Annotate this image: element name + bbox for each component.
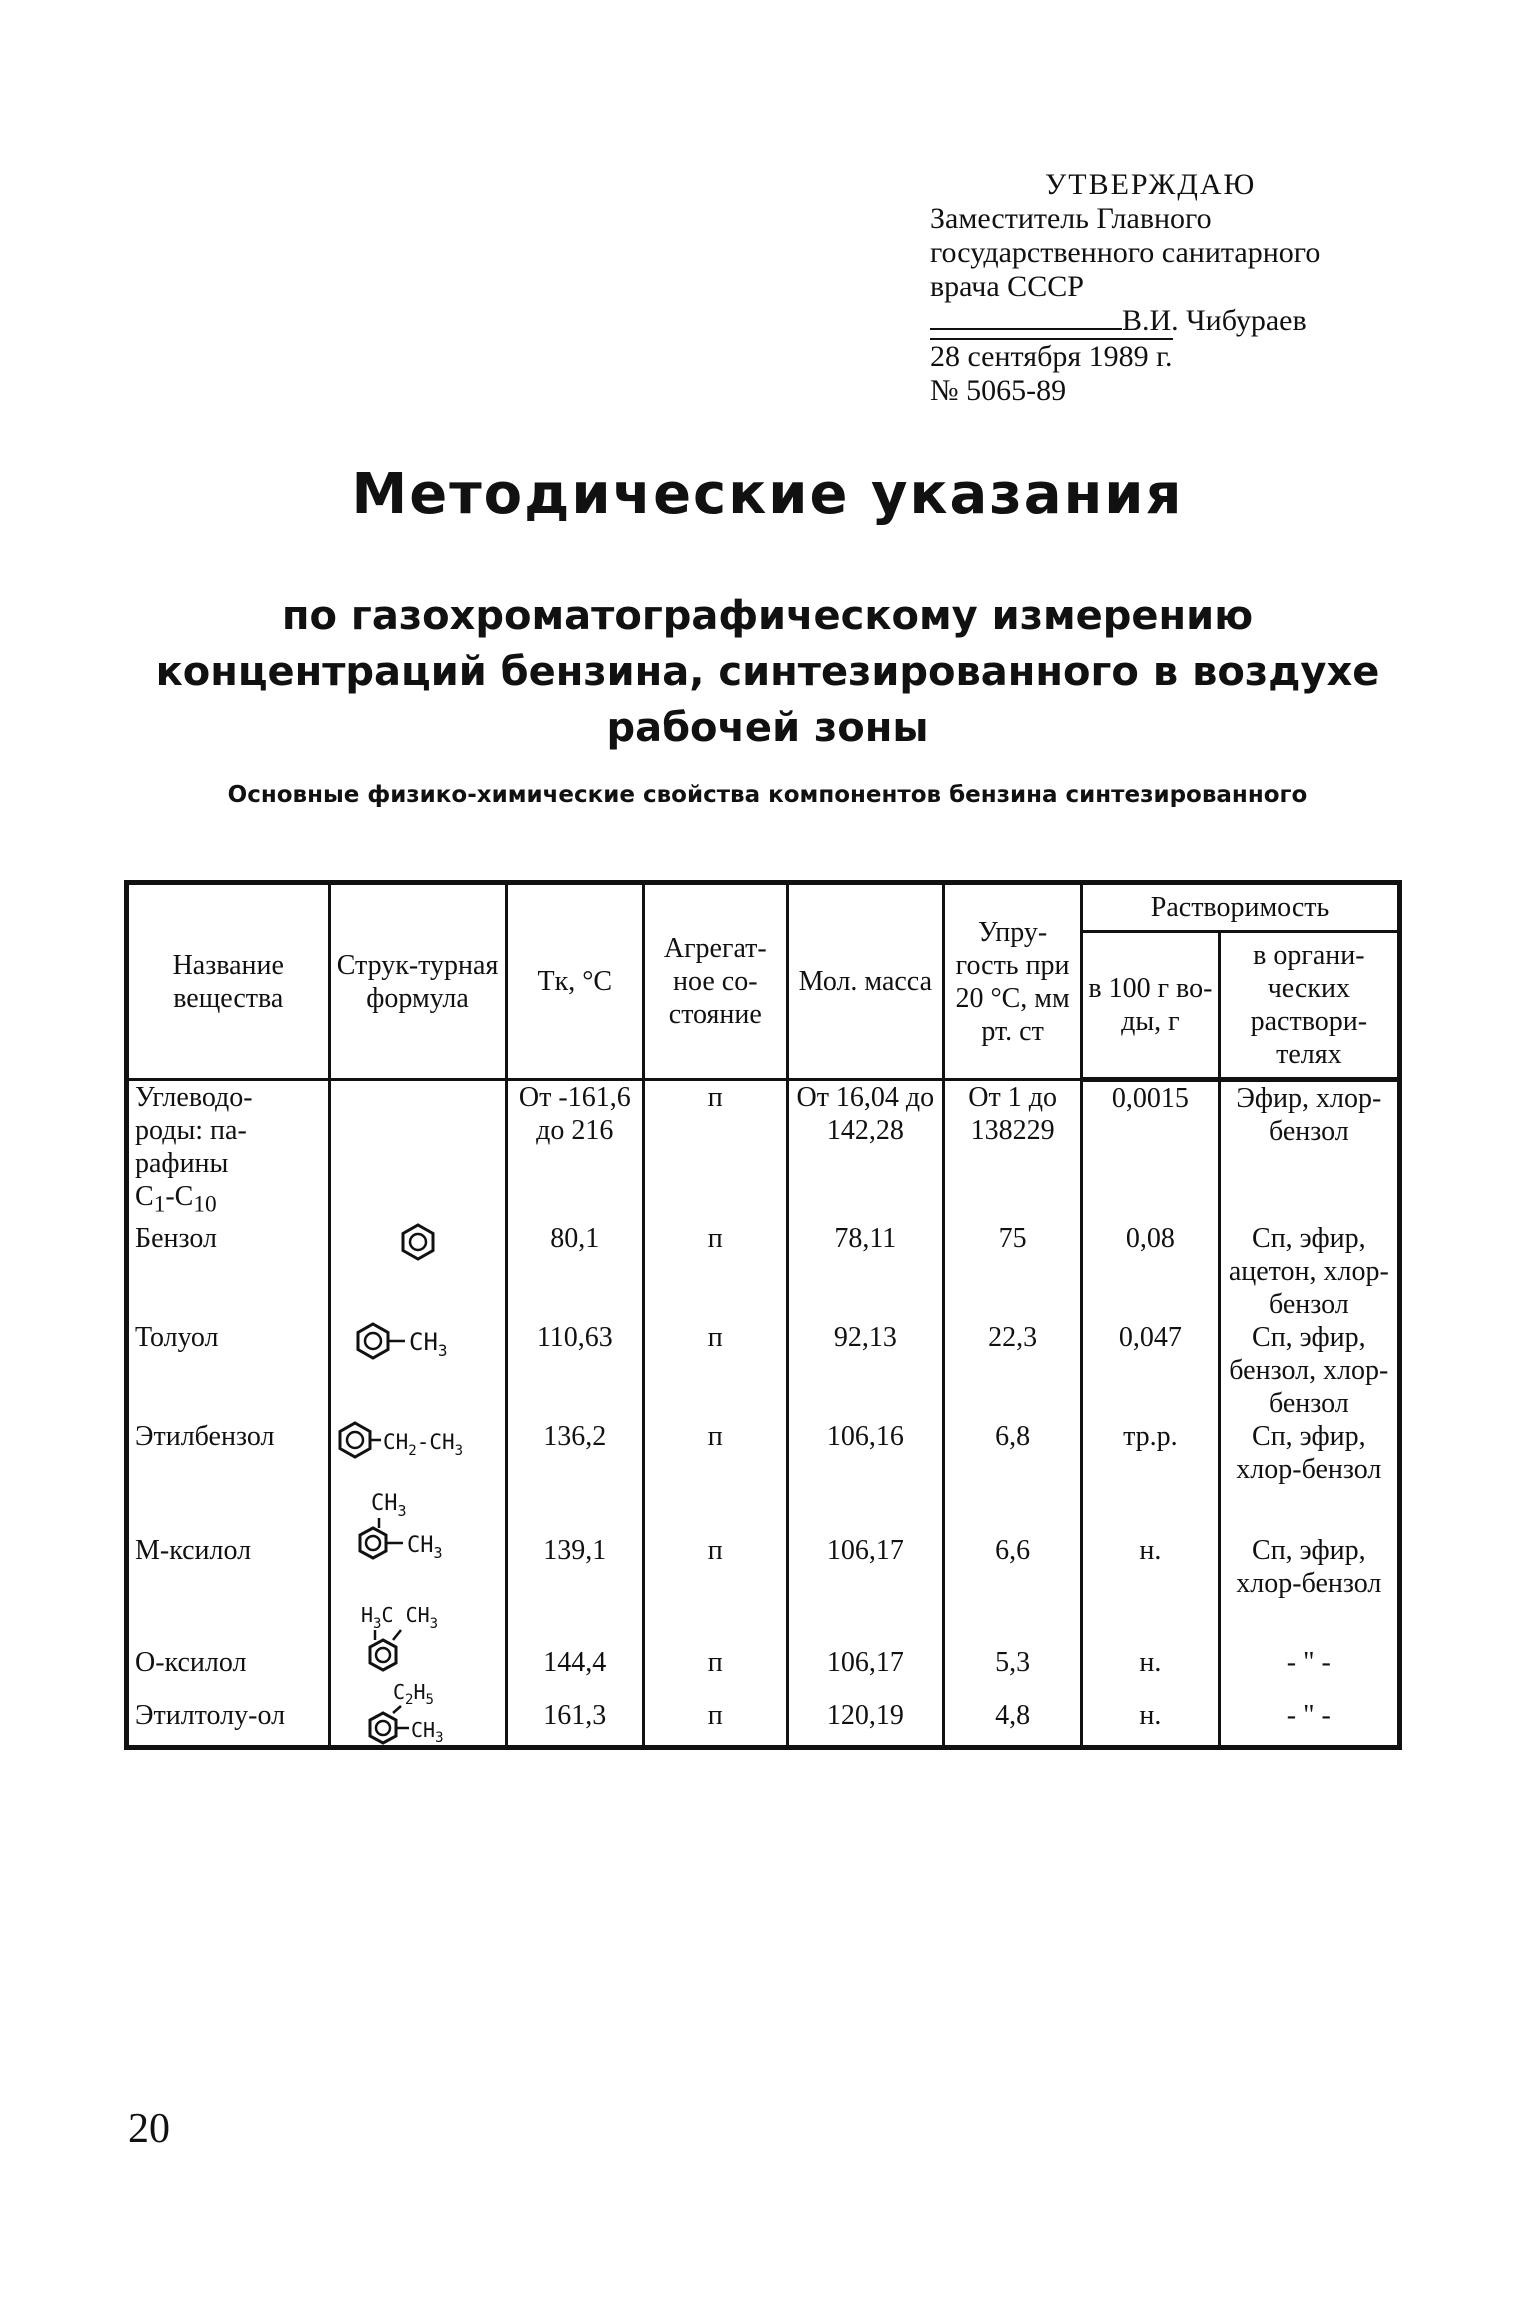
table-header-row-1 [127, 883, 1400, 932]
svg-text:CH2-CH3: $CH_2-CH_3$ [382, 1429, 463, 1459]
header-molar-mass: Мол. масса [787, 883, 944, 1080]
cell-tk: 139,1 [506, 1486, 644, 1600]
cell-mol: От 16,04 до 142,28 [787, 1080, 944, 1222]
m-xylene-formula-icon [353, 1486, 483, 1566]
cell-organic: Сп, эфир, хлор-бензол [1219, 1486, 1399, 1600]
benzene-ring-icon [398, 1222, 438, 1262]
table-row [127, 1486, 1400, 1600]
header-organic-solubility: в органи-ческих раствори-телях [1219, 932, 1399, 1080]
cell-formula [329, 1080, 506, 1222]
cell-pressure: 75 [944, 1222, 1082, 1321]
table-row [127, 1321, 1400, 1420]
cell-name: О-ксилол [127, 1600, 330, 1679]
cell-water: 0,047 [1082, 1321, 1220, 1420]
cell-organic: Сп, эфир, хлор-бензол [1219, 1420, 1399, 1486]
o-xylene-formula-icon [353, 1600, 483, 1678]
approval-signature-line [930, 304, 1430, 338]
cell-formula [329, 1222, 506, 1321]
document-title: Методические указания [351, 462, 1184, 527]
cell-name: Этилтолу-ол [127, 1679, 330, 1748]
cell-pressure: 22,3 [944, 1321, 1082, 1420]
table-row [127, 1080, 1400, 1222]
table-row [127, 1222, 1400, 1321]
cell-formula [329, 1486, 506, 1600]
cell-mol: 106,16 [787, 1420, 944, 1486]
cell-organic: Сп, эфир, бензол, хлор-бензол [1219, 1321, 1399, 1420]
cell-tk: 144,4 [506, 1600, 644, 1679]
cell-water: 0,08 [1082, 1222, 1220, 1321]
cell-state: п [644, 1679, 787, 1748]
cell-pressure: 6,6 [944, 1486, 1082, 1600]
approval-position-line1: Заместитель Главного [930, 202, 1212, 235]
approval-position-line2: государственного санитарного [930, 236, 1321, 269]
cell-pressure: 6,8 [944, 1420, 1082, 1486]
page-number: 20 [128, 2106, 170, 2152]
cell-state: п [644, 1600, 787, 1679]
approval-signer: В.И. Чибураев [1122, 304, 1307, 337]
cell-organic: Сп, эфир, ацетон, хлор-бензол [1219, 1222, 1399, 1321]
cell-state: п [644, 1420, 787, 1486]
signature-blank [930, 308, 1122, 330]
cell-mol: 92,13 [787, 1321, 944, 1420]
svg-text:CH3: $CH_3$ [408, 1327, 448, 1360]
approval-block [930, 168, 1430, 408]
cell-water: н. [1082, 1679, 1220, 1748]
header-name: Название вещества [127, 883, 330, 1080]
header-boiling-point: Tк, °С [506, 883, 644, 1080]
cell-mol: 120,19 [787, 1679, 944, 1748]
cell-organic: - " - [1219, 1679, 1399, 1748]
cell-state: п [644, 1486, 787, 1600]
header-vapor-pressure: Упру-гость при 20 °С, мм рт. ст [944, 883, 1082, 1080]
cell-water: тр.р. [1082, 1420, 1220, 1486]
cell-pressure: 5,3 [944, 1600, 1082, 1679]
svg-text:CH3: $CH_3$ [370, 1490, 407, 1520]
ethylbenzene-formula-icon [337, 1420, 499, 1460]
svg-text:C2H5: $C_2H_5$ [392, 1679, 434, 1708]
cell-tk: 136,2 [506, 1420, 644, 1486]
cell-water: н. [1082, 1486, 1220, 1600]
cell-name [127, 1080, 330, 1222]
cell-water: 0,0015 [1082, 1080, 1220, 1222]
document-subtitle: по газохроматографическому измерению концентраций бензина, синтезированного в воздухе рабочей зоны [155, 593, 1380, 751]
cell-state: п [644, 1222, 787, 1321]
header-solubility: Растворимость [1082, 883, 1400, 932]
cell-tk: 80,1 [506, 1222, 644, 1321]
cell-state: п [644, 1321, 787, 1420]
cell-name: Бензол [127, 1222, 330, 1321]
svg-text:CH3: $CH_3$ [406, 1532, 443, 1562]
approval-heading: УТВЕРЖДАЮ [1045, 168, 1257, 201]
cell-organic: - " - [1219, 1600, 1399, 1679]
cell-mol: 106,17 [787, 1600, 944, 1679]
table-row [127, 1679, 1400, 1748]
cell-water: н. [1082, 1600, 1220, 1679]
cell-name: Толуол [127, 1321, 330, 1420]
approval-date: 28 сентября 1989 г. [930, 340, 1173, 373]
table-caption [0, 780, 1535, 810]
cell-formula [329, 1321, 506, 1420]
table-row [127, 1600, 1400, 1679]
cell-name: М-ксилол [127, 1486, 330, 1600]
cell-name: Этилбензол [127, 1420, 330, 1486]
cell-mol: 106,17 [787, 1486, 944, 1600]
cell-tk: 161,3 [506, 1679, 644, 1748]
header-state: Агрегат-ное со-стояние [644, 883, 787, 1080]
toluene-formula-icon [353, 1321, 483, 1361]
cell-tk: От -161,6 до 216 [506, 1080, 644, 1222]
cell-formula [329, 1420, 506, 1486]
approval-number: № 5065-89 [930, 374, 1067, 407]
cell-pressure: От 1 до 138229 [944, 1080, 1082, 1222]
ethyltoluene-formula-icon [353, 1679, 483, 1745]
approval-position-line3: врача СССР [930, 270, 1084, 303]
header-water-solubility: в 100 г во-ды, г [1082, 932, 1220, 1080]
table-caption-text: Основные физико-химические свойства компонентов бензина синтезированного [227, 782, 1308, 808]
cell-formula [329, 1679, 506, 1748]
svg-text:CH3: $CH_3$ [410, 1717, 444, 1745]
header-formula: Струк-турная формула [329, 883, 506, 1080]
cell-organic: Эфир, хлор-бензол [1219, 1080, 1399, 1222]
svg-text:H3C CH3: $H_3C$ $CH_3$ [360, 1602, 438, 1632]
cell-tk: 110,63 [506, 1321, 644, 1420]
cell-formula [329, 1600, 506, 1679]
cell-state: п [644, 1080, 787, 1222]
properties-table [124, 880, 1402, 1750]
cell-mol: 78,11 [787, 1222, 944, 1321]
cell-name-text: Углеводо- роды: па- рафины $C_1-C_{10}$ [135, 1082, 253, 1218]
cell-pressure: 4,8 [944, 1679, 1082, 1748]
table-row [127, 1420, 1400, 1486]
